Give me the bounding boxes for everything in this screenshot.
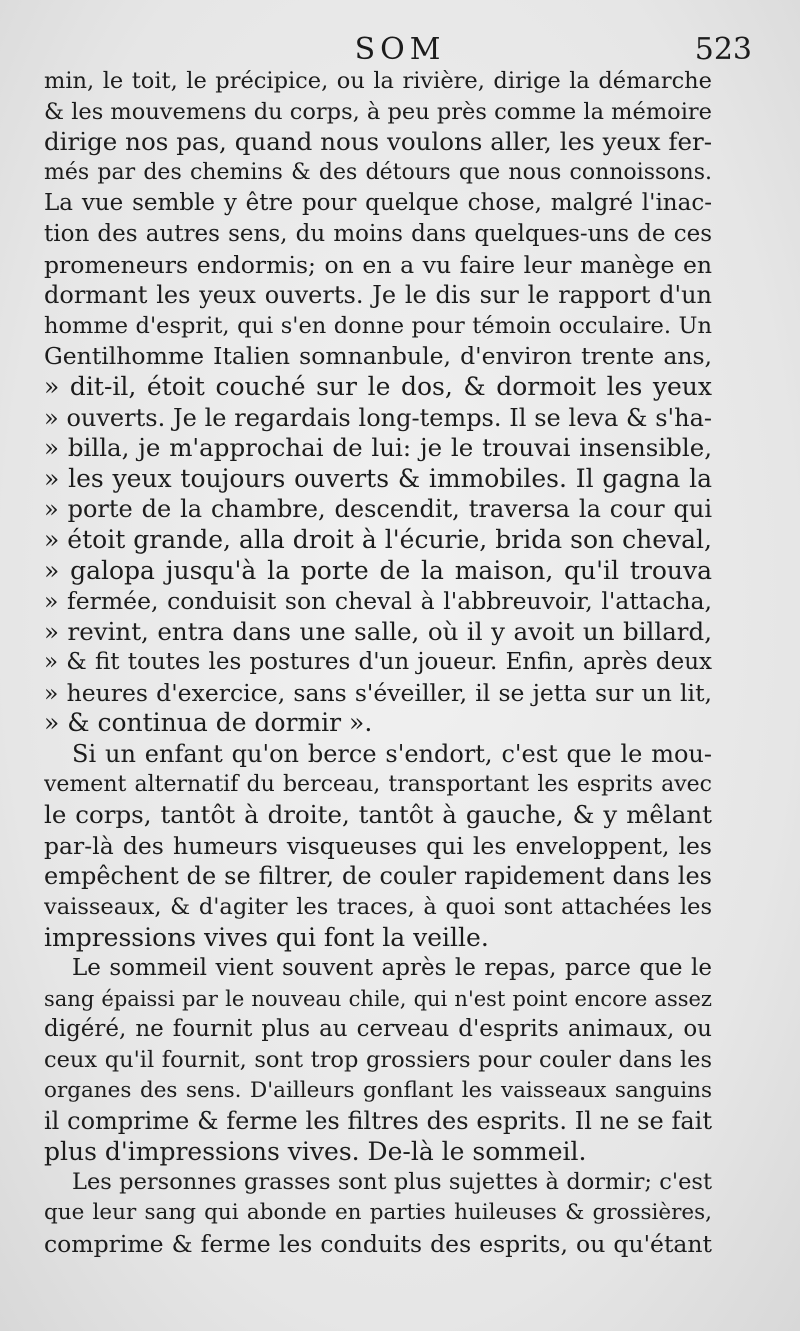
- text-line: ceux qu'il fournit, sont trop grossiers pour couler dans les: [44, 1047, 712, 1073]
- quoted-line: » heures d'exercice, sans s'éveiller, il se jetta sur un lit,: [44, 678, 712, 707]
- quoted-line: » fermée, conduisit son cheval à l'abbreuvoir, l'attacha,: [44, 587, 712, 616]
- text-line: homme d'esprit, qui s'en donne pour témoin occulaire. Un: [44, 312, 712, 339]
- text-line: le corps, tantôt à droite, tantôt à gauche, & y mêlant: [44, 800, 712, 830]
- quoted-line: » revint, entra dans une salle, où il y avoit un billard,: [44, 616, 712, 646]
- text-line: organes des sens. D'ailleurs gonflant les vaisseaux sanguins: [44, 1077, 712, 1103]
- quoted-line: » dit-il, étoit couché sur le dos, & dormoit les yeux: [44, 371, 712, 401]
- quoted-line: » porte de la chambre, descendit, traversa la cour qui: [44, 495, 712, 524]
- quoted-line: » & continua de dormir ».: [44, 708, 373, 738]
- text-line: Les personnes grasses sont plus sujettes à dormir; c'est: [72, 1169, 712, 1196]
- quoted-line: » galopa jusqu'à la porte de la maison, qu'il trouva: [44, 555, 712, 585]
- text-line: dormant les yeux ouverts. Je le dis sur le rapport d'un: [44, 281, 712, 310]
- quoted-line: » & fit toutes les postures d'un joueur. Enfin, après deux: [44, 649, 712, 676]
- running-head: [0, 30, 800, 70]
- quoted-line: » billa, je m'approchai de lui: je le trouvai insensible,: [44, 433, 712, 463]
- text-line: par-là des humeurs visqueuses qui les enveloppent, les: [44, 831, 712, 860]
- text-line: promeneurs endormis; on en a vu faire leur manège en: [44, 250, 712, 279]
- text-line: Le sommeil vient souvent après le repas, parce que le: [72, 955, 712, 982]
- text-line: Si un enfant qu'on berce s'endort, c'est que le mou-: [72, 740, 712, 769]
- text-line: Gentilhomme Italien somnanbule, d'environ trente ans,: [44, 342, 712, 371]
- text-line: tion des autres sens, du moins dans quelques-uns de ces: [44, 220, 712, 247]
- text-line: digéré, ne fournit plus au cerveau d'esprits animaux, ou: [44, 1016, 712, 1043]
- text-line: dirige nos pas, quand nous voulons aller, les yeux fer-: [44, 127, 712, 157]
- quoted-line: » les yeux toujours ouverts & immobiles. Il gagna la: [44, 463, 712, 493]
- text-line: empêchent de se filtrer, de couler rapidement dans les: [44, 862, 712, 891]
- text-line: & les mouvemens du corps, à peu près comme la mémoire: [44, 98, 712, 125]
- text-line: comprime & ferme les conduits des esprits, ou qu'étant: [44, 1229, 712, 1258]
- text-line: plus d'impressions vives. De-là le sommeil.: [44, 1136, 587, 1166]
- quoted-line: » étoit grande, alla droit à l'écurie, brida son cheval,: [44, 524, 712, 554]
- quoted-line: » ouverts. Je le regardais long-temps. Il se leva & s'ha-: [44, 403, 712, 432]
- page-number: 523: [694, 32, 752, 67]
- text-line: sang épaissi par le nouveau chile, qui n'est point encore assez: [44, 986, 712, 1011]
- text-line: La vue semble y être pour quelque chose, malgré l'inac-: [44, 190, 712, 217]
- text-line: que leur sang qui abonde en parties huileuses & grossières,: [44, 1199, 712, 1225]
- text-line: impressions vives qui font la veille.: [44, 922, 489, 952]
- text-line: vaisseaux, & d'agiter les traces, à quoi sont attachées les: [44, 894, 712, 921]
- text-line: min, le toit, le précipice, ou la rivière, dirige la démarche: [44, 68, 712, 94]
- text-line: vement alternatif du berceau, transportant les esprits avec: [44, 771, 712, 797]
- text-line: més par des chemins & des détours que nous connoissons.: [44, 159, 712, 185]
- text-line: il comprime & ferme les filtres des esprits. Il ne se fait: [44, 1107, 712, 1136]
- body-text: [44, 66, 712, 1259]
- running-title: SOM: [354, 32, 446, 67]
